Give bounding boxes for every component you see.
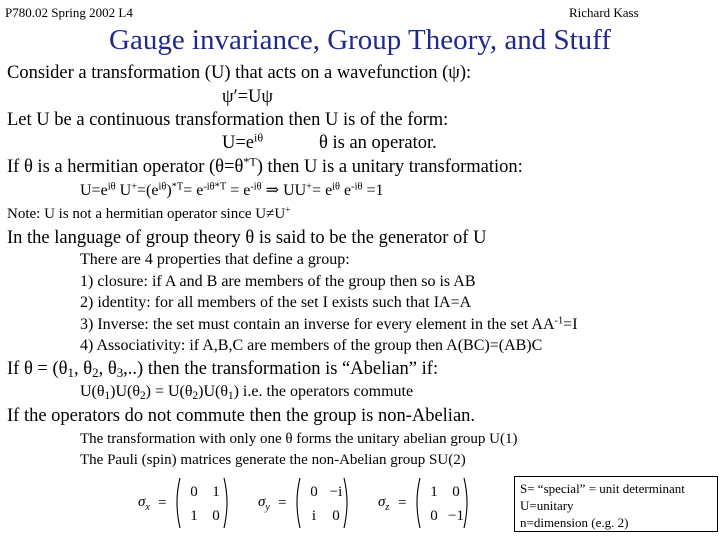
theta-operator-note: θ is an operator. (319, 133, 437, 153)
matrix-entry: −1 (448, 508, 464, 524)
su-unitary-definition: U=unitary (520, 498, 574, 513)
svg-text:=: = (398, 495, 407, 511)
commute-equation: $U(\theta_1)U(\theta_2) = U(\theta_2)U(\theta_1)$ i.e. the operators commute (80, 383, 414, 402)
matrix-entry: −i (329, 484, 343, 500)
course-label: P780.02 Spring 2002 L4 (5, 5, 133, 20)
matrix-entry: 1 (190, 508, 198, 524)
su-special-definition: S= “special” = unit determinant (520, 481, 685, 496)
su-dimension-definition: n=dimension (e.g. 2) (520, 515, 629, 530)
matrix-entry: 1 (212, 484, 220, 500)
u-form-base: U=e (222, 133, 255, 153)
matrix-entry: 1 (430, 484, 438, 500)
matrix-left-bracket (417, 478, 420, 528)
matrix-entry: 0 (310, 484, 318, 500)
matrix-right-bracket (344, 478, 347, 528)
sigma-y-label: $\sigma_y$ (258, 494, 270, 513)
matrix-right-bracket (464, 478, 467, 528)
matrix-entry: 0 (190, 484, 198, 500)
note-line: Note: U is not a hermitian operator since U≠U+ (7, 204, 291, 222)
abelian-condition-line: If $\theta = (\theta_1$, $\theta_2$, $\theta_3$,..) then the transformation is “Abelian” if: (7, 359, 439, 381)
matrix-entry: 0 (430, 508, 438, 524)
matrix-left-bracket (177, 478, 180, 528)
matrix-entry: 0 (212, 508, 220, 524)
matrix-right-bracket (224, 478, 227, 528)
su2-group-line: The Pauli (spin) matrices generate the non-Abelian group SU(2) (80, 452, 466, 468)
sigma-x-label: $\sigma_x$ (138, 494, 150, 513)
u-form-exponent: iθ (254, 130, 264, 145)
property-inverse: 3) Inverse: the set must contain an inverse for every element in the set $AA^{-1}=I$ (80, 315, 578, 333)
u1-group-line: The transformation with only one θ forms the unitary abelian group U(1) (80, 431, 518, 447)
unitary-equation: $U=e^{i\theta}$ $U^+=(e^{i\theta})^{*T}= e^{-i\theta*T} = e^{-i\theta}$ ⇒ $UU^+= e^{i\theta}$ $e^{-i\theta} =1$ (80, 181, 384, 199)
su-definition-box (514, 476, 718, 532)
properties-intro: There are 4 properties that define a group: (80, 251, 350, 268)
slide-title: Gauge invariance, Group Theory, and Stuff (109, 24, 611, 56)
pauli-matrices (138, 472, 498, 534)
matrix-left-bracket (297, 478, 300, 528)
property-identity: 2) identity: for all members of the set I exists such that IA=A (80, 294, 472, 311)
consider-line: Consider a transformation (U) that acts on a wavefunction (ψ): (7, 63, 472, 83)
author-label: Richard Kass (569, 5, 639, 20)
matrix-entry: i (311, 508, 317, 524)
sigma-z-label: $\sigma_z$ (378, 494, 390, 513)
matrix-entry: 0 (332, 508, 340, 524)
property-associativity: 4) Associativity: if A,B,C are members of the group then A(BC)=(AB)C (80, 337, 543, 354)
property-closure: 1) closure: if A and B are members of the group then so is AB (80, 273, 476, 290)
svg-text:=: = (158, 495, 167, 511)
u-form-equation (222, 130, 264, 153)
generator-line: In the language of group theory θ is said to be the generator of U (7, 228, 487, 248)
psi-prime-equation: ψ′=Uψ (222, 87, 274, 107)
non-abelian-line: If the operators do not commute then the group is non-Abelian. (7, 406, 476, 426)
hermitian-line: If θ is a hermitian operator $(\theta=\theta^{*T})$ then U is a unitary transformation: (7, 154, 523, 177)
let-u-line: Let U be a continuous transformation then U is of the form: (7, 110, 449, 130)
matrix-entry: 0 (452, 484, 460, 500)
svg-text:=: = (278, 495, 287, 511)
